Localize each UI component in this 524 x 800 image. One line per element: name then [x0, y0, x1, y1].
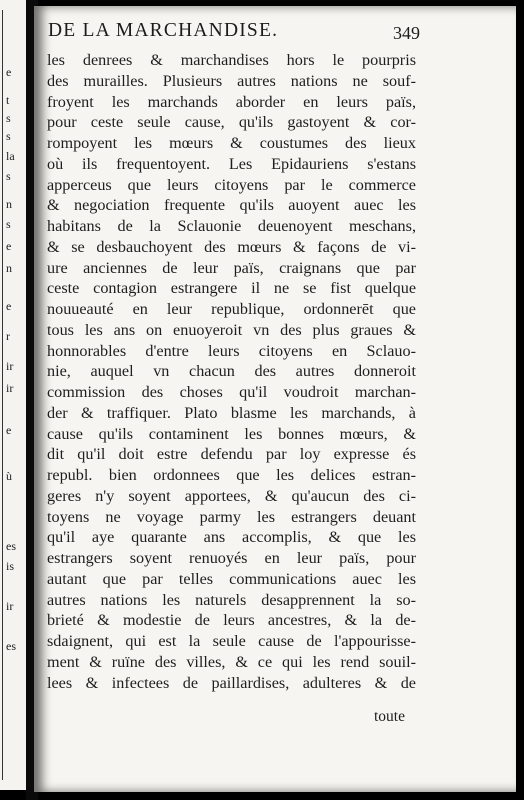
text-line: les denrees & marchandises hors le pourpris	[47, 51, 416, 69]
text-line: nouueauté en leur republique, ordonnerēt que	[47, 300, 416, 318]
left-page-edge	[0, 0, 26, 790]
left-page-fragment: e	[6, 65, 12, 79]
left-page-fragment: es	[6, 539, 16, 553]
text-line: lees & infectees de paillardises, adulteres & de	[47, 673, 416, 692]
text-line: apperceus que leurs citoyens par le commerce	[47, 175, 416, 194]
body-text	[47, 50, 416, 693]
text-line: republ. bien ordonnees que les delices estran-	[47, 466, 416, 484]
running-head: DE LA MARCHANDISE.	[48, 20, 279, 41]
left-page-fragment: s	[6, 111, 11, 125]
text-line: rompoyent les mœurs & coustumes des lieux	[47, 134, 416, 152]
left-page-fragment: r	[6, 329, 10, 343]
left-page-fragment: e	[6, 239, 12, 253]
catchword: toute	[374, 708, 405, 725]
left-page-fragment: is	[6, 559, 15, 573]
left-page-fragment: ir	[6, 359, 14, 373]
text-line: honnorables d'entre leurs citoyens en Sclauo-	[47, 341, 416, 360]
left-page-fragment: s	[6, 169, 11, 183]
left-page-fragment: ir	[6, 381, 14, 395]
text-line: dit qu'il doit estre defendu par loy expresse és	[47, 445, 416, 464]
left-page-fragment: e	[6, 423, 12, 437]
text-line: cause qu'ils contaminent les bonnes mœurs, &	[47, 424, 416, 443]
left-page-fragment: n	[6, 261, 12, 275]
text-line: sdaignent, qui est la seule cause de l'appourisse-	[47, 632, 416, 650]
text-line: brieté & modestie de leurs ancestres, & la de-	[47, 611, 416, 630]
page-number: 349	[393, 23, 420, 43]
left-page-fragment: ir	[6, 599, 14, 613]
text-line: & se desbauchoyent des mœurs & façons de vi-	[47, 237, 416, 256]
left-page-fragment: n	[6, 197, 12, 211]
left-page-fragment: s	[6, 129, 11, 143]
text-line: autant que par telles communications auec les	[47, 569, 416, 588]
text-line: froyent les marchands aborder en leurs païs,	[47, 92, 416, 111]
text-line: commission des choses qu'il voudroit marchan-	[47, 383, 416, 401]
left-page-fragment: la	[6, 149, 15, 163]
text-line: habitans de la Sclauonie deuenoyent meschans,	[47, 217, 416, 235]
text-line: qu'il aye quarante ans accomplis, & que les	[47, 528, 416, 547]
text-line: der & traffiquer. Plato blasme les marchands, à	[47, 403, 416, 422]
text-line: toyens ne voyage parmy les estrangers deuant	[47, 507, 416, 526]
text-line: nie, auquel vn chacun des autres donneroit	[47, 362, 416, 381]
left-page-fragment: es	[6, 639, 16, 653]
left-page-rule	[2, 10, 3, 780]
text-line: autres nations les naturels desapprennent la so-	[47, 590, 416, 609]
text-line: ment & ruïne des villes, & ce qui les rend souil-	[47, 652, 416, 671]
text-line: des murailles. Plusieurs autres nations ne souf-	[47, 71, 416, 90]
left-page-fragment: ù	[6, 469, 12, 483]
left-page-fragment: s	[6, 217, 11, 231]
left-page-fragment: e	[6, 299, 12, 313]
right-scan-border	[516, 0, 524, 800]
text-line: estrangers soyent renuoyés en leur païs, pour	[47, 549, 416, 567]
left-page-fragment: t	[6, 93, 10, 107]
text-line: tous les ans on enuoyeroit vn des plus graues &	[47, 320, 416, 339]
text-line: geres n'y soyent apportees, & qu'aucun des ci-	[47, 486, 416, 505]
text-line: ure anciennes de leur païs, craignans que par	[47, 258, 416, 277]
text-line: pour ceste seule cause, qu'ils gastoyent & cor-	[47, 113, 416, 132]
text-line: où ils frequentoyent. Les Epidauriens s'estans	[47, 154, 416, 173]
text-line: & negociation frequente qu'ils auoyent auec les	[47, 196, 416, 215]
text-line: ceste contagion estrangere il ne se fist quelque	[47, 279, 416, 298]
